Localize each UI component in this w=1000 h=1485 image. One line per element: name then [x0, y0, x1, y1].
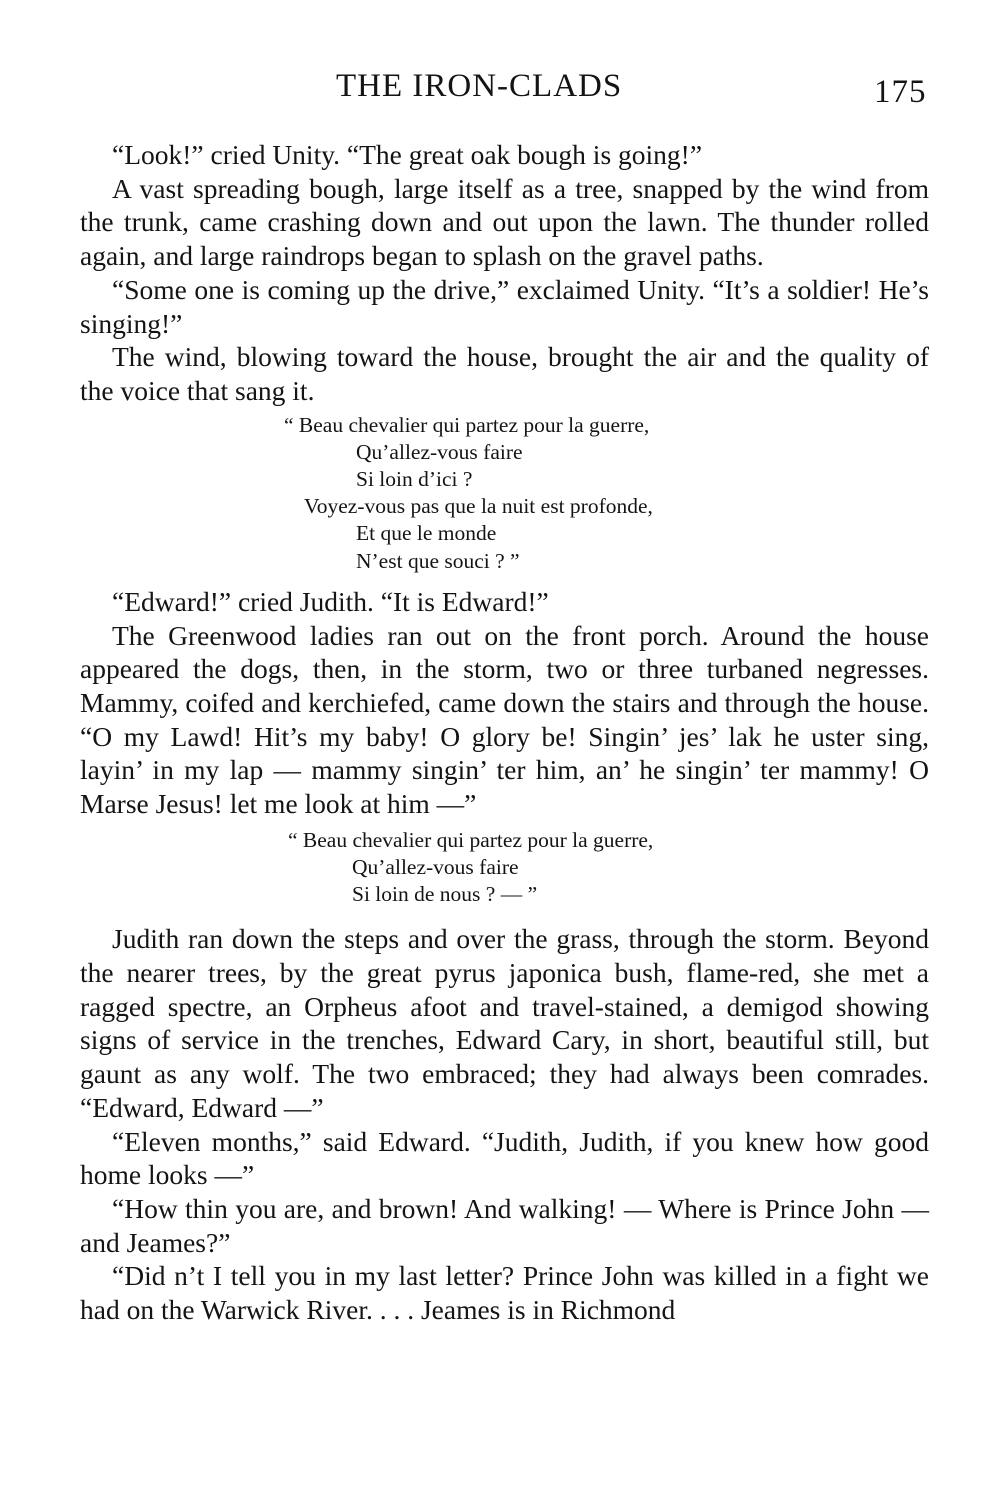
paragraph: “Some one is coming up the drive,” exclaimed Unity. “It’s a soldier! He’s singing!” [80, 273, 929, 339]
paragraph: A vast spreading bough, large itself as a tree, snapped by the wind from the trunk, came crashing down and out upon the lawn. The thunder rolled again, and large raindrops began to splash on the gravel paths. [80, 172, 929, 272]
verse-line: Si loin de nous ? — ” [352, 882, 538, 907]
verse-line: “ Beau chevalier qui partez pour la guerre, [288, 827, 654, 852]
paragraph: “How thin you are, and brown! And walking! — Where is Prince John — and Jeames?” [80, 1193, 929, 1258]
song-verse [80, 412, 929, 575]
verse-line: “ Beau chevalier qui partez pour la guerre, [284, 412, 650, 437]
verse-line: Si loin d’ici ? [356, 467, 473, 492]
paragraph: “Eleven months,” said Edward. “Judith, Judith, if you knew how good home looks —” [80, 1125, 929, 1191]
verse-line: Voyez-vous pas que la nuit est profonde, [304, 494, 653, 519]
paragraph: The Greenwood ladies ran out on the front porch. Around the house appeared the dogs, then, in the storm, two or three turbaned negresses. Mammy, coifed and kerchiefed, came down the stairs and through the house. “O my Lawd! Hit’s my baby! O glory be! Singin’ jes’ lak he uster sing, layin’ in my lap — mammy singin’ ter him, an’ he singin’ ter mammy! O Marse Jesus! let me look at him —” [80, 619, 929, 820]
page-body [80, 138, 929, 1327]
paragraph: “Did n’t I tell you in my last letter? Prince John was killed in a fight we had on the Warwick River. . . . Jeames is in Richmond [80, 1260, 929, 1326]
running-header [0, 68, 1000, 116]
paragraph: The wind, blowing toward the house, brought the air and the quality of the voice that sang it. [80, 341, 929, 406]
song-verse [80, 827, 929, 909]
verse-line: Qu’allez-vous faire [356, 439, 523, 464]
page-number: 175 [874, 74, 927, 110]
verse-line: Qu’allez-vous faire [352, 854, 519, 879]
verse-line: Et que le monde [356, 521, 497, 546]
running-title: THE IRON-CLADS [336, 68, 623, 104]
paragraph: “Edward!” cried Judith. “It is Edward!” [112, 585, 549, 617]
paragraph: “Look!” cried Unity. “The great oak bough is going!” [112, 139, 703, 170]
paragraph: Judith ran down the steps and over the grass, through the storm. Beyond the nearer trees, by the great pyrus japonica bush, flame-red, she met a ragged spectre, an Orpheus afoot and travel-stained, a demigod showing signs of service in the trenches, Edward Cary, in short, beautiful still, but gaunt as any wolf. The two embraced; they had always been comrades. “Edward, Edward —” [80, 923, 929, 1123]
verse-line: N’est que souci ? ” [356, 548, 520, 573]
